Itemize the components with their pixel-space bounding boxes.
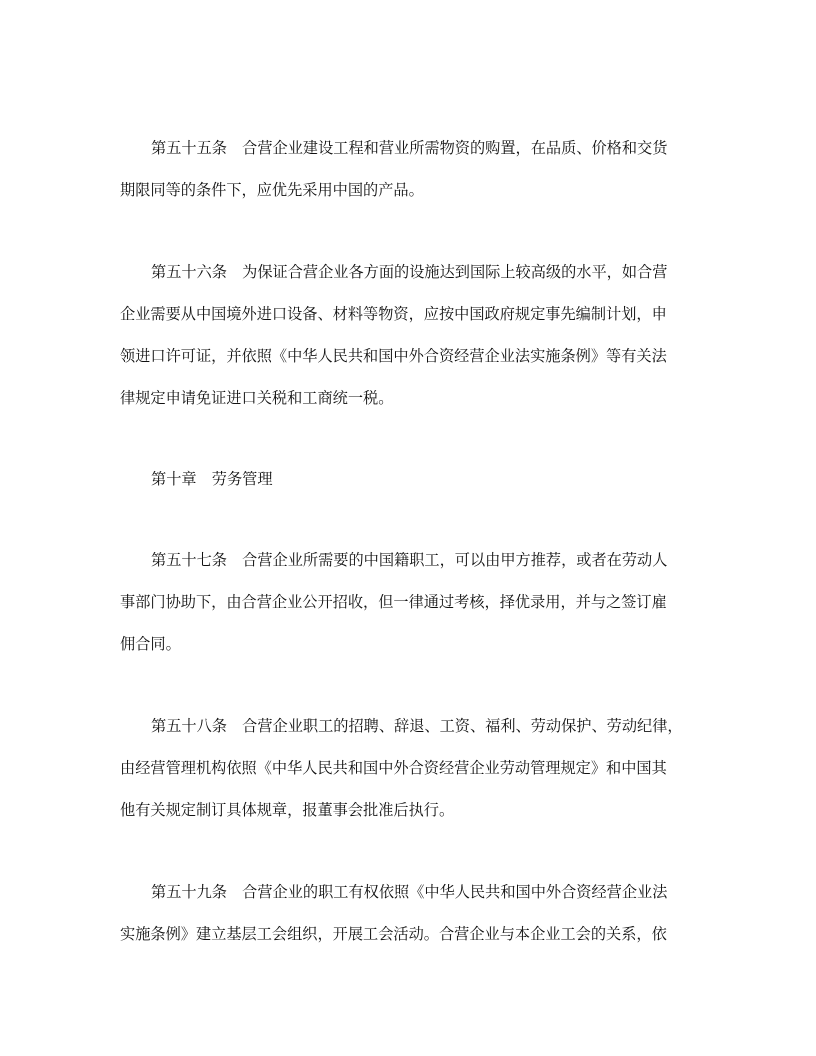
article-57-line-2: 事部门协助下，由合营企业公开招收，但一律通过考核，择优录用，并与之签订雇	[120, 593, 667, 611]
chapter-10-heading: 第十章 劳务管理	[151, 470, 273, 488]
article-55-line-2: 期限同等的条件下，应优先采用中国的产品。	[120, 181, 424, 199]
article-57-line-1: 第五十七条 合营企业所需要的中国籍职工，可以由甲方推荐，或者在劳动人	[151, 551, 668, 569]
article-58-line-1: 第五十八条 合营企业职工的招聘、辞退、工资、福利、劳动保护、劳动纪律，	[151, 717, 683, 735]
article-59-line-1: 第五十九条 合营企业的职工有权依照《中华人民共和国中外合资经营企业法	[151, 883, 668, 901]
article-59-line-2: 实施条例》建立基层工会组织，开展工会活动。合营企业与本企业工会的关系，依	[120, 925, 667, 943]
article-56-line-2: 企业需要从中国境外进口设备、材料等物资，应按中国政府规定事先编制计划，申	[120, 305, 667, 323]
article-55-line-1: 第五十五条 合营企业建设工程和营业所需物资的购置，在品质、价格和交货	[151, 139, 668, 157]
article-57-line-3: 佣合同。	[120, 635, 181, 653]
article-56-line-4: 律规定申请免证进口关税和工商统一税。	[120, 389, 394, 407]
article-58-line-3: 他有关规定制订具体规章，报董事会批准后执行。	[120, 801, 455, 819]
article-58-line-2: 由经营管理机构依照《中华人民共和国中外合资经营企业劳动管理规定》和中国其	[120, 759, 667, 777]
article-56-line-3: 领进口许可证，并依照《中华人民共和国中外合资经营企业法实施条例》等有关法	[120, 347, 667, 365]
article-56-line-1: 第五十六条 为保证合营企业各方面的设施达到国际上较高级的水平，如合营	[151, 263, 668, 281]
